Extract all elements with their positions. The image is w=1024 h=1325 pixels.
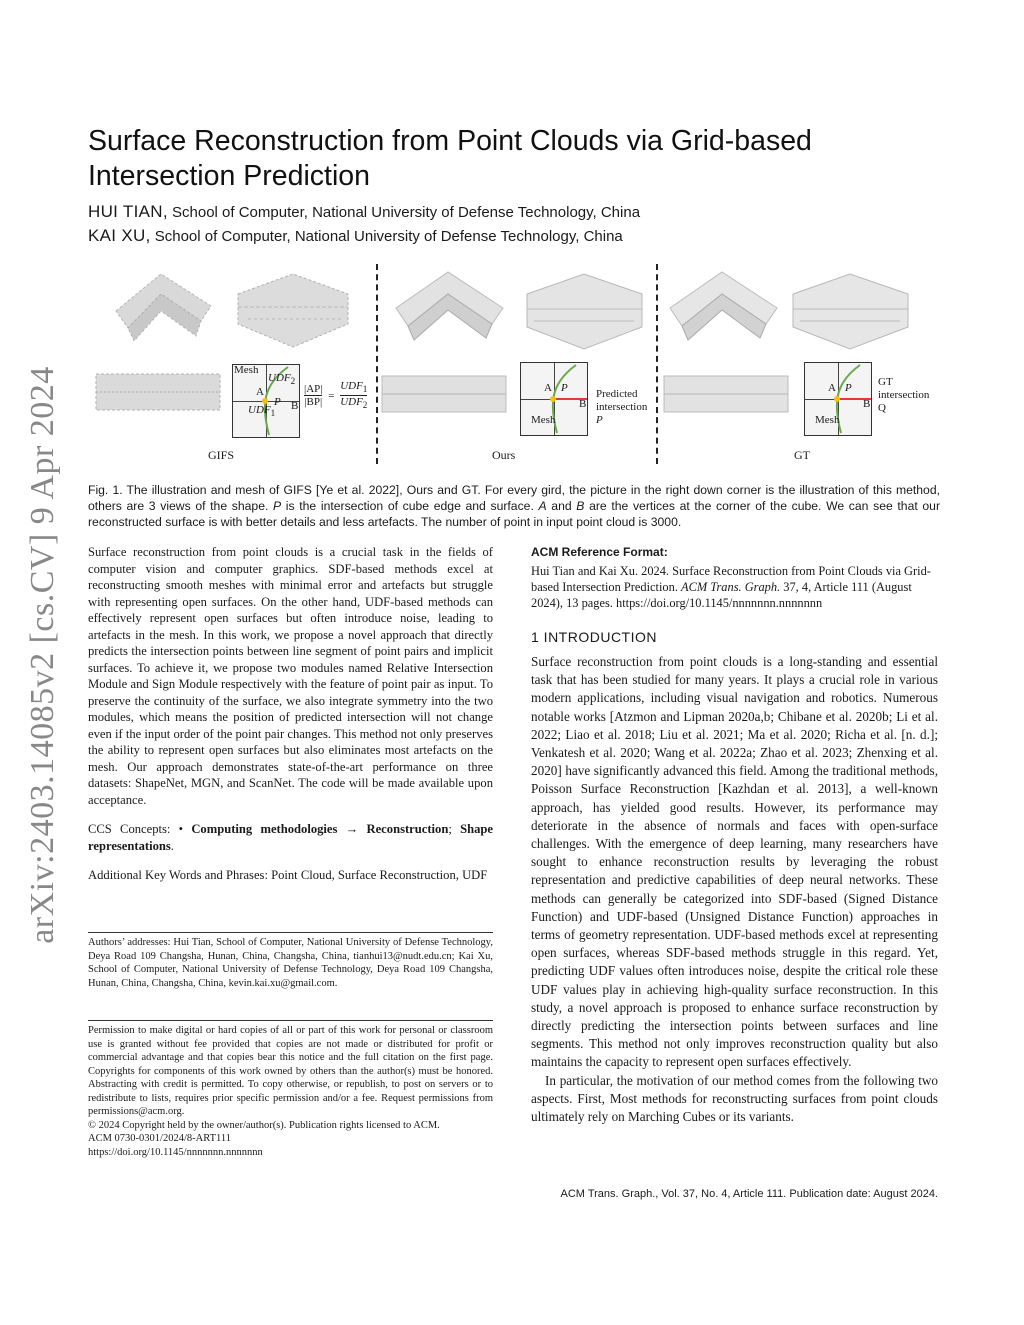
- gt-b-label: B: [863, 398, 871, 410]
- author-affiliation: School of Computer, National University of Defense Technology, China: [150, 228, 623, 245]
- gifs-b-label: B: [291, 400, 299, 412]
- gifs-p-label: P: [274, 396, 281, 408]
- ccs-concepts: CCS Concepts: • Computing methodologies → Reconstruction; Shape representations.: [88, 822, 494, 853]
- label-gt: GT: [794, 448, 810, 462]
- gt-mesh-label: Mesh: [815, 414, 840, 426]
- reference-heading: ACM Reference Format:: [531, 545, 668, 559]
- gt-annotation: GT intersection Q: [878, 376, 930, 414]
- author-line: [88, 202, 640, 222]
- figure-caption: Fig. 1. The illustration and mesh of GIFS [Ye et al. 2022], Ours and GT. For every gird, the picture in the right down corner is the illustration of this method, others are 3 views of the shape. P is the intersection of cube edge and surface. A and B are the vertices at the corner of the cube. We can see that our reconstructed surface is with better details and less artefacts. The number of point in input point cloud is 3000.: [88, 483, 941, 529]
- doi-link[interactable]: https://doi.org/10.1145/nnnnnnn.nnnnnnn: [88, 1146, 263, 1158]
- gifs-udf1-label: $UDF_1$: [248, 404, 276, 419]
- ours-render-top: [388, 266, 508, 346]
- author-name: HUI TIAN,: [88, 202, 168, 221]
- gt-render-front: [662, 366, 792, 426]
- ours-a-label: A: [544, 382, 552, 394]
- gifs-a-label: A: [256, 386, 264, 398]
- gifs-mesh-label: Mesh: [234, 364, 259, 376]
- label-ours: Ours: [492, 448, 516, 462]
- gifs-equation: [304, 380, 367, 411]
- issn: ACM 0730-0301/2024/8-ART111: [88, 1133, 231, 1144]
- author-addresses: Authors’ addresses: Hui Tian, School of Computer, National University of Defense Technology, Deya Road 109 Changsha, Hunan, China, Changsha, China, tianhui13@nudt.edu.cn; Kai Xu, School of Computer, National University of Defense Technology, Deya Road 109 Changsha, Hunan, China, Changsha, China, kevin.kai.xu@gmail.com.: [88, 937, 493, 989]
- intro-paragraph: In particular, the motivation of our method comes from the following two aspects. First, Most methods for reconstructing surfaces from point clouds ultimately rely on Marching Cubes or its variants.: [531, 1072, 938, 1125]
- divider-1: [376, 264, 378, 464]
- equation-lhs-top: |AP|: [304, 383, 323, 396]
- figure-1: [88, 264, 938, 474]
- ours-render-front: [380, 366, 510, 426]
- permission-rule: [88, 1020, 493, 1021]
- gifs-render-iso: [233, 269, 353, 354]
- author-line: [88, 226, 623, 246]
- addresses-rule: [88, 932, 493, 933]
- ours-p-label: P: [561, 382, 568, 394]
- ours-annotation: Predicted intersection P: [596, 388, 648, 426]
- gt-render-iso: [788, 269, 913, 354]
- equation-lhs-bottom: |BP|: [304, 396, 323, 409]
- label-gifs: GIFS: [208, 448, 235, 462]
- paper-title: Surface Reconstruction from Point Clouds via Grid-based Intersection Prediction: [88, 125, 812, 192]
- gt-p-label: P: [845, 382, 852, 394]
- author-affiliation: School of Computer, National University of Defense Technology, China: [167, 204, 641, 221]
- copyright: © 2024 Copyright held by the owner/author(s). Publication rights licensed to ACM.: [88, 1119, 440, 1131]
- ours-render-iso: [522, 269, 647, 354]
- arxiv-stamp: [18, 360, 68, 950]
- gifs-render-front: [94, 364, 224, 424]
- arxiv-id: arXiv:2403.14085v2 [cs.CV] 9 Apr 2024: [24, 366, 61, 944]
- reference-body: Hui Tian and Kai Xu. 2024. Surface Reconstruction from Point Clouds via Grid-based Intersection Prediction. ACM Trans. Graph. 37, 4, Article 111 (August 2024), 13 pages. https://doi.org/10.1145/nnnnnnn.nnnnnnn: [531, 563, 931, 610]
- left-column: [88, 544, 493, 884]
- gt-render-top: [662, 266, 782, 346]
- gifs-udf2-label: $UDF_2$: [268, 372, 296, 387]
- author-name: KAI XU,: [88, 226, 151, 245]
- section-heading-introduction: 1 INTRODUCTION: [531, 628, 657, 645]
- ours-b-label: B: [579, 398, 587, 410]
- equation-eq: =: [328, 389, 335, 402]
- equation-rhs-top: $UDF_1$: [340, 380, 368, 395]
- gt-a-label: A: [828, 382, 836, 394]
- keywords: Additional Key Words and Phrases: Point Cloud, Surface Reconstruction, UDF: [88, 868, 488, 882]
- right-column: [531, 544, 938, 1126]
- ours-mesh-label: Mesh: [531, 414, 556, 426]
- intro-paragraph: Surface reconstruction from point clouds is a long-standing and essential task that has been studied for many years. It plays a crucial role in various modern applications, including visual navigation and robotics. Numerous notable works [Atzmon and Lipman 2020a,b; Chibane et al. 2020b; Li et al. 2022; Liao et al. 2018; Liu et al. 2021; Ma et al. 2020; Richa et al. [n. d.]; Venkatesh et al. 2020; Wang et al. 2022a; Zhao et al. 2023; Zhenxing et al. 2020] have significantly advanced this field. Among the traditional methods, Poisson Surface Reconstruction [Kazhdan et al. 2013], a well-known approach, has yielded good results. However, its performance may deteriorate in the absence of normals and faces with open-surface challenges. With the emergence of deep learning, many researchers have sought to enhance reconstruction results by leveraging the robust representation and predictive capabilities of deep neural networks. These methods can generally be categorized into SDF-based (Signed Distance Function) and UDF-based (Unsigned Distance Function) approaches in terms of geometry representation. UDF-based methods excel at representing open surfaces, whereas SDF-based methods struggle in this regard. Yet, predicting UDF values often introduces noise, despite the critical role these UDF values play in achieving high-quality surface reconstruction. In this study, a novel approach is proposed to enhance surface reconstruction by directly predicting the intersection points between surfaces and line segments. This method not only improves reconstruction quality but also maintains the capacity to represent open surfaces effectively.: [531, 654, 938, 1070]
- divider-2: [656, 264, 658, 464]
- equation-rhs-bottom: $UDF_2$: [340, 396, 368, 411]
- abstract: Surface reconstruction from point clouds is a crucial task in the fields of computer vision and computer graphics. SDF-based methods excel at reconstructing smooth meshes with minimal error and artefacts but struggle with representing open surfaces. On the other hand, UDF-based methods can effectively represent open surfaces but often introduce noise, leading to artefacts in the mesh. In this work, we propose a novel approach that directly predicts the intersection points between line segment of point pairs and implicit surfaces. To achieve it, we propose two modules named Relative Intersection Module and Sign Module respectively with the feature of point pair as input. To preserve the continuity of the surface, we also integrate symmetry into the two modules, which means the position of predicted intersection will not change even if the input order of the point pair changes. This method not only preserves the ability to represent open surfaces but also eliminates most artefacts on the mesh. Our approach demonstrates state-of-the-art performance on three datasets: ShapeNet, MGN, and ScanNet. The code will be made available upon acceptance.: [88, 545, 493, 807]
- gifs-render-top: [106, 266, 216, 346]
- permission-notice: Permission to make digital or hard copies of all or part of this work for personal or classroom use is granted without fee provided that copies are not made or distributed for profit or commercial advantage and that copies bear this notice and the full citation on the first page. Copyrights for components of this work owned by others than the author(s) must be honored. Abstracting with credit is permitted. To copy otherwise, or republish, to post on servers or to redistribute to lists, requires prior specific permission and/or a fee. Request permissions from permissions@acm.org. © 2024 Copyright held by the owner/author(s). Publication rights licensed to ACM. ACM 0730-0301/2024/8-ART111 https://doi.org/10.1145/nnnnnnn.nnnnnnn: [88, 1025, 493, 1158]
- page-footer: ACM Trans. Graph., Vol. 37, No. 4, Article 111. Publication date: August 2024.: [560, 1188, 938, 1200]
